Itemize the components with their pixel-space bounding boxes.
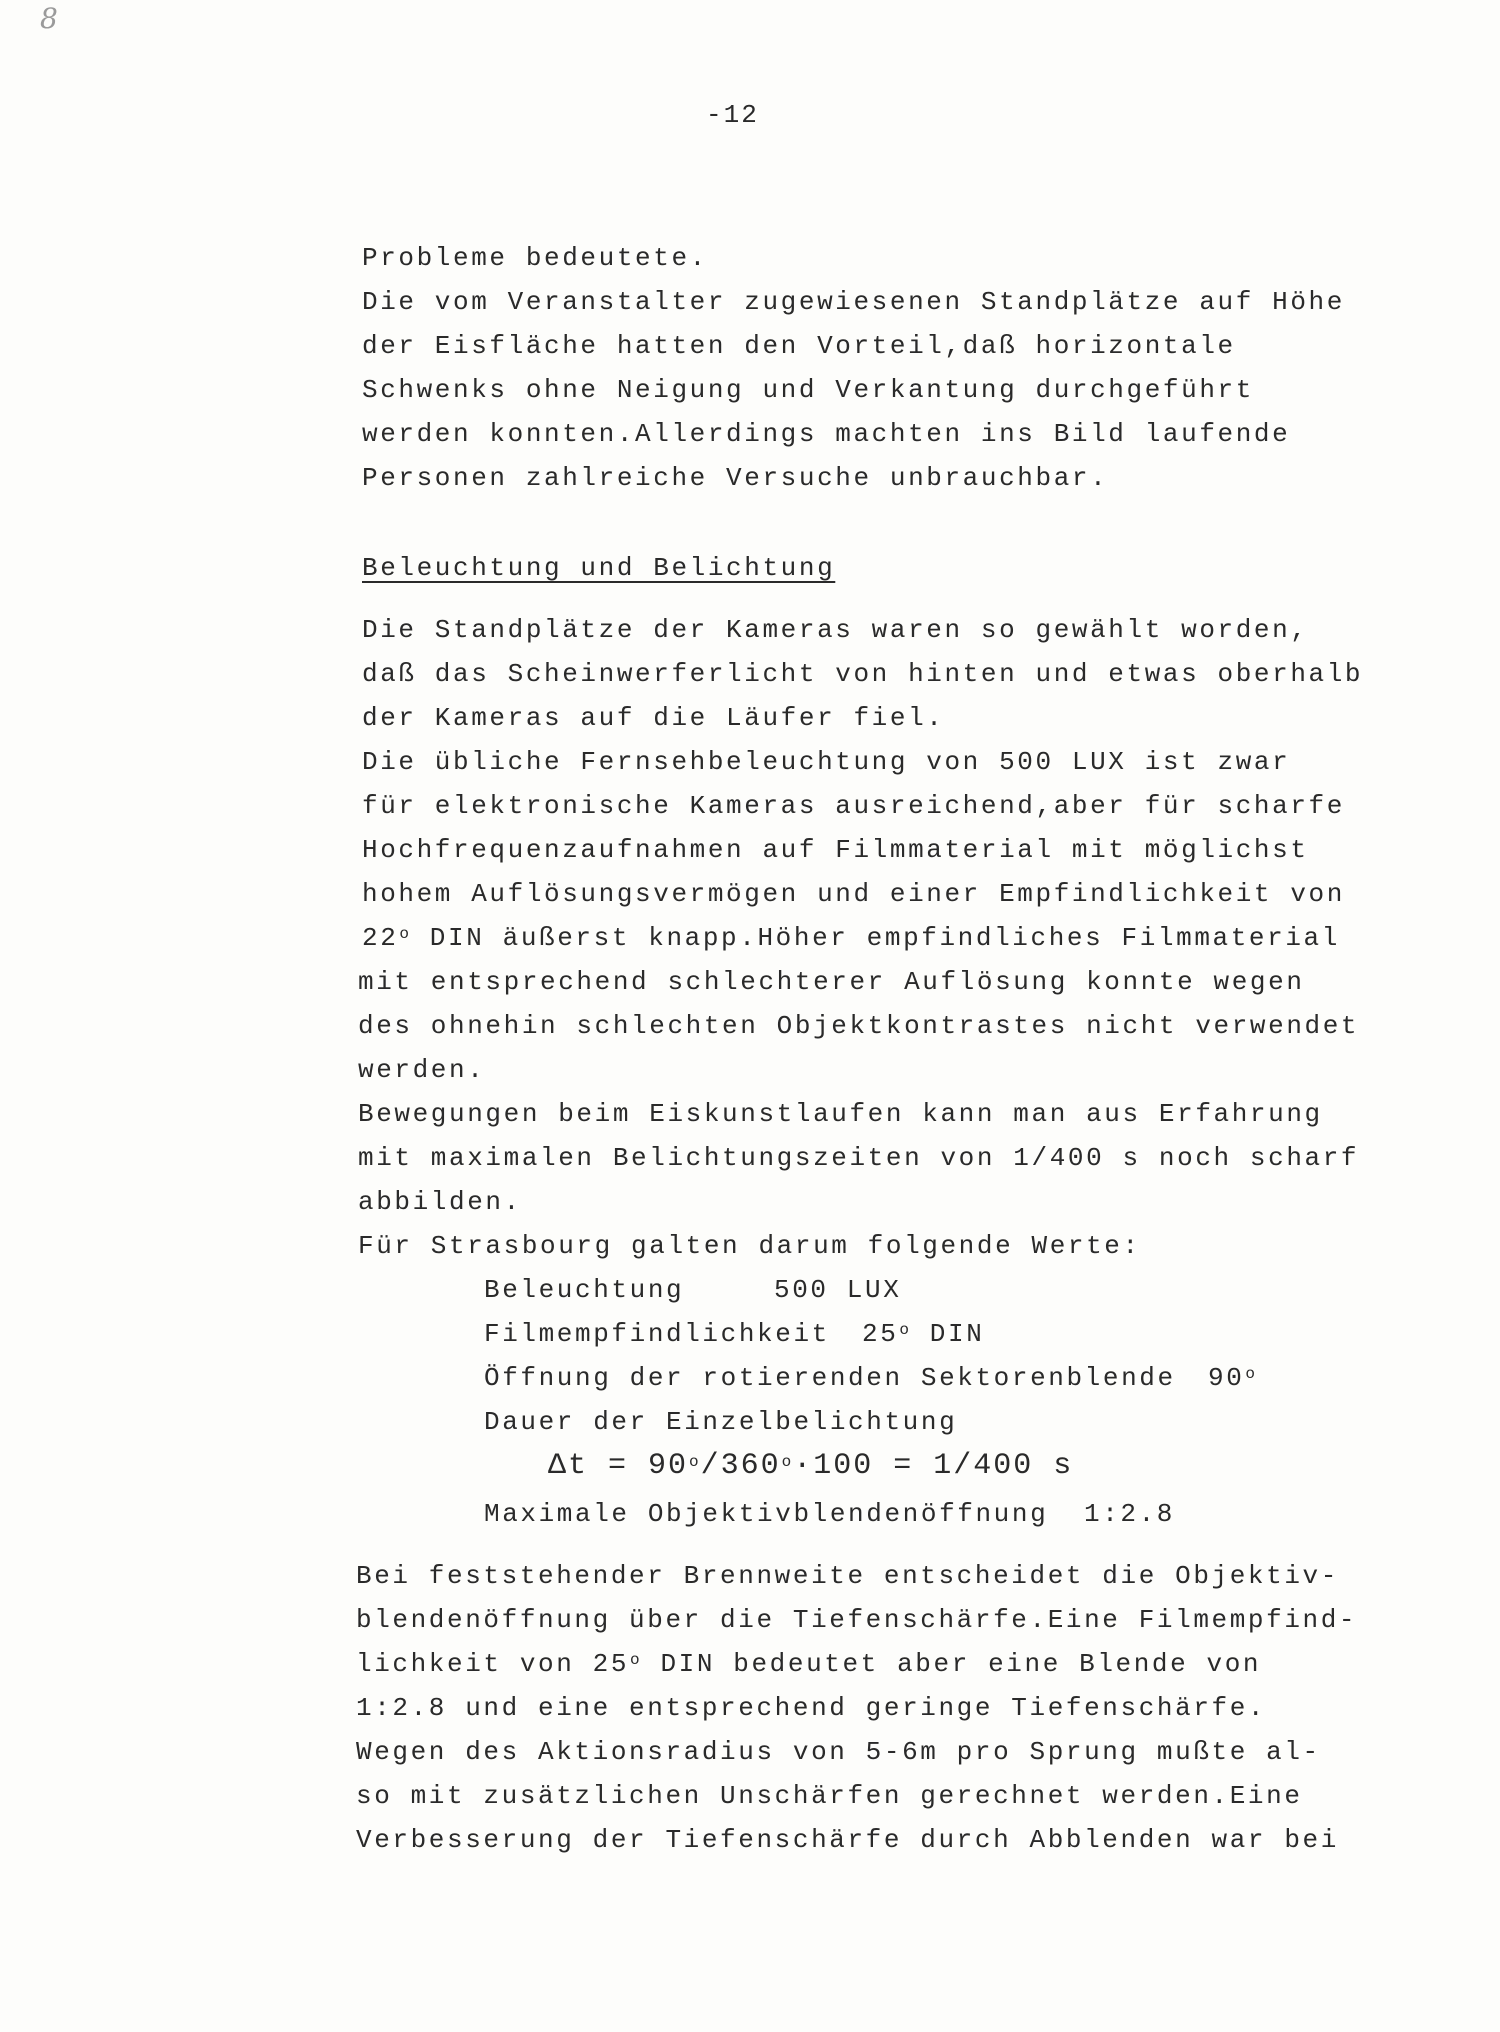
text-line: Für Strasbourg galten darum folgende Werte: xyxy=(358,1231,1141,1261)
degree-sign: o xyxy=(399,925,412,943)
text-line: daß das Scheinwerferlicht von hinten und etwas oberhalb xyxy=(362,659,1364,689)
margin-note: 8 xyxy=(40,2,58,35)
text-line: hohem Auflösungsvermögen und einer Empfindlichkeit von xyxy=(362,879,1345,909)
value-label: Öffnung der rotierenden Sektorenblende xyxy=(484,1363,1176,1393)
text-line-degree xyxy=(362,922,1340,954)
value-row-film xyxy=(484,1318,830,1350)
formula-part: Δt = 90 xyxy=(548,1449,689,1483)
text-line: blendenöffnung über die Tiefenschärfe.Eine Filmempfind- xyxy=(356,1605,1358,1635)
text-line: Wegen des Aktionsradius von 5-6m pro Sprung mußte al- xyxy=(356,1737,1321,1767)
value-row-blende xyxy=(484,1498,1048,1530)
value-unit: DIN xyxy=(911,1319,985,1349)
text-line: Personen zahlreiche Versuche unbrauchbar. xyxy=(362,463,1109,493)
text-line: der Kameras auf die Läufer fiel. xyxy=(362,703,945,733)
value-film xyxy=(862,1318,984,1350)
text-fragment: DIN äußerst knapp.Höher empfindliches Filmmaterial xyxy=(411,923,1340,953)
text-line: des ohnehin schlechten Objektkontrastes nicht verwendet xyxy=(358,1011,1360,1041)
formula-part: ·100 = 1/400 s xyxy=(793,1449,1074,1483)
text-line: werden konnten.Allerdings machten ins Bild laufende xyxy=(362,419,1291,449)
text-fragment: lichkeit von 25 xyxy=(356,1649,630,1679)
value-number: 25 xyxy=(862,1319,899,1349)
text-line: Verbesserung der Tiefenschärfe durch Abblenden war bei xyxy=(356,1825,1339,1855)
text-line: Bei feststehender Brennweite entscheidet die Objektiv- xyxy=(356,1561,1339,1591)
text-line: werden. xyxy=(358,1055,486,1085)
text-line: Hochfrequenzaufnahmen auf Filmmaterial mit möglichst xyxy=(362,835,1309,865)
text-line: Bewegungen beim Eiskunstlaufen kann man aus Erfahrung xyxy=(358,1099,1323,1129)
value-row-oeffnung xyxy=(484,1362,1176,1394)
degree-sign: o xyxy=(630,1651,643,1669)
value-row-beleuchtung xyxy=(484,1274,684,1306)
text-line: mit maximalen Belichtungszeiten von 1/400 s noch scharf xyxy=(358,1143,1360,1173)
value-oeffnung xyxy=(1208,1362,1258,1394)
degree-sign: o xyxy=(689,1453,701,1471)
text-line: Die vom Veranstalter zugewiesenen Standplätze auf Höhe xyxy=(362,287,1345,317)
value-blende: 1:2.8 xyxy=(1084,1499,1176,1529)
text-line: so mit zusätzlichen Unschärfen gerechnet werden.Eine xyxy=(356,1781,1303,1811)
text-line: abbilden. xyxy=(358,1187,522,1217)
degree-sign: o xyxy=(781,1453,794,1471)
text-fragment: 22 xyxy=(362,923,399,953)
degree-sign: o xyxy=(1245,1365,1258,1383)
text-line: 1:2.8 und eine entsprechend geringe Tiefenschärfe. xyxy=(356,1693,1267,1723)
value-row-dauer: Dauer der Einzelbelichtung xyxy=(484,1407,958,1437)
value-label: Maximale Objektivblendenöffnung xyxy=(484,1499,1049,1529)
page-number: -12 xyxy=(706,100,759,130)
text-line: der Eisfläche hatten den Vorteil,daß horizontale xyxy=(362,331,1236,361)
value-label: Beleuchtung xyxy=(484,1275,685,1305)
formula-part: /360 xyxy=(700,1449,781,1483)
text-line: mit entsprechend schlechterer Auflösung konnte wegen xyxy=(358,967,1305,997)
value-number: 90 xyxy=(1208,1363,1245,1393)
exposure-formula xyxy=(548,1450,1073,1482)
value-beleuchtung: 500 LUX xyxy=(774,1275,902,1305)
text-line: für elektronische Kameras ausreichend,aber für scharfe xyxy=(362,791,1345,821)
text-fragment: DIN bedeutet aber eine Blende von xyxy=(642,1649,1262,1679)
text-line-degree xyxy=(356,1648,1261,1680)
value-label: Filmempfindlichkeit xyxy=(484,1319,830,1349)
text-line: Probleme bedeutete. xyxy=(362,243,708,273)
text-line: Schwenks ohne Neigung und Verkantung durchgeführt xyxy=(362,375,1254,405)
section-heading: Beleuchtung und Belichtung xyxy=(362,553,836,583)
text-line: Die Standplätze der Kameras waren so gewählt worden, xyxy=(362,615,1309,645)
degree-sign: o xyxy=(899,1321,912,1339)
text-line: Die übliche Fernsehbeleuchtung von 500 LUX ist zwar xyxy=(362,747,1291,777)
